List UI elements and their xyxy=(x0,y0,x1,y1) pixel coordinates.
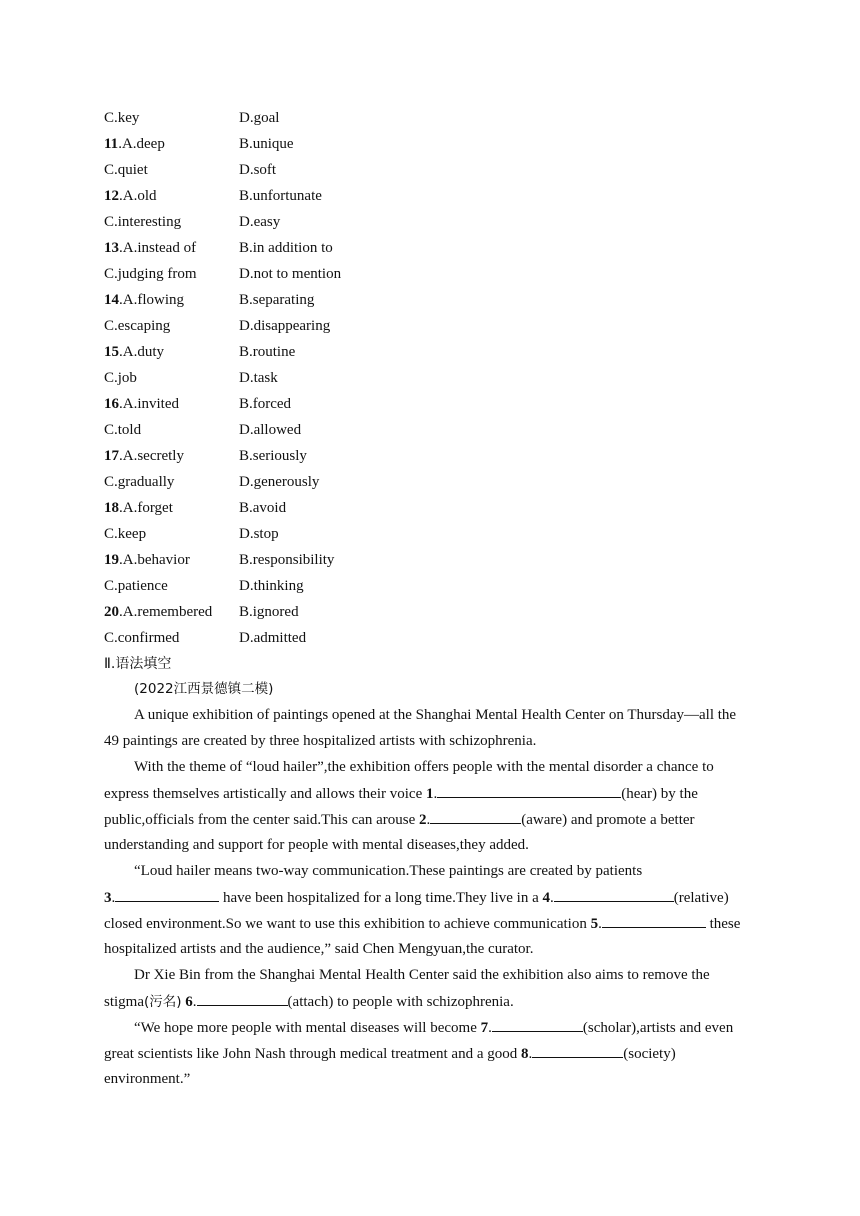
option-right: D.disappearing xyxy=(239,318,331,334)
option-right: D.not to mention xyxy=(239,266,342,282)
source-line xyxy=(104,678,754,704)
option-text: C.told xyxy=(104,422,142,438)
option-left xyxy=(104,159,239,181)
option-left xyxy=(104,393,239,415)
option-row xyxy=(104,523,439,549)
paragraph-line: “Loud hailer means two-way communication.These paintings are created by patients xyxy=(134,863,643,879)
option-left xyxy=(104,185,239,207)
blank-7[interactable] xyxy=(492,1016,583,1032)
option-right: D.generously xyxy=(239,474,320,490)
option-right: D.stop xyxy=(239,526,279,542)
option-row xyxy=(104,549,439,575)
option-text: C.interesting xyxy=(104,214,182,230)
blank-number: 1 xyxy=(426,786,434,802)
option-text: .A.forget xyxy=(119,500,173,516)
option-right: D.goal xyxy=(239,110,280,126)
paragraph-line: A unique exhibition of paintings opened at the Shanghai Mental Health Center on Thursday—all the xyxy=(134,707,737,723)
option-right: B.in addition to xyxy=(239,240,333,256)
option-text: C.gradually xyxy=(104,474,175,490)
question-number: 11 xyxy=(104,136,119,152)
option-row xyxy=(104,627,439,653)
paragraph-line: great scientists like John Nash through medical treatment and a good 8. (society) xyxy=(104,1042,754,1068)
option-row xyxy=(104,185,439,211)
option-right: B.avoid xyxy=(239,500,287,516)
option-left xyxy=(104,471,239,493)
paragraph-line: stigma(污名) 6. (attach) to people with schizophrenia. xyxy=(104,990,754,1016)
option-right: B.forced xyxy=(239,396,292,412)
option-left xyxy=(104,627,239,649)
paragraph-line: environment.” xyxy=(104,1071,191,1087)
option-left xyxy=(104,523,239,545)
paragraph-line: 49 paintings are created by three hospitalized artists with schizophrenia. xyxy=(104,733,537,749)
option-row xyxy=(104,133,439,159)
paragraph-line: hospitalized artists and the audience,” said Chen Mengyuan,the curator. xyxy=(104,941,534,957)
question-number: 14 xyxy=(104,292,119,308)
question-number: 18 xyxy=(104,500,119,516)
blank-number: 5 xyxy=(590,916,599,932)
blank-number: 7 xyxy=(480,1020,489,1036)
option-right: D.easy xyxy=(239,214,281,230)
option-text: C.keep xyxy=(104,526,147,542)
option-text: .A.invited xyxy=(119,396,179,412)
option-row xyxy=(104,367,439,393)
option-text: C.key xyxy=(104,110,140,126)
blank-number: 6 xyxy=(185,994,193,1010)
option-left xyxy=(104,601,239,623)
blank-2[interactable] xyxy=(430,808,521,824)
option-left xyxy=(104,497,239,519)
blank-number: 3 xyxy=(104,890,112,906)
option-text: C.patience xyxy=(104,578,168,594)
question-number: 19 xyxy=(104,552,119,568)
option-left xyxy=(104,575,239,597)
paragraph-line: “We hope more people with mental diseases will become 7. (scholar),artists and even xyxy=(104,1016,754,1042)
option-right: D.soft xyxy=(239,162,277,178)
option-left xyxy=(104,341,239,363)
paragraph-line: understanding and support for people with mental diseases,they added. xyxy=(104,837,529,853)
option-left xyxy=(104,237,239,259)
option-text: .A.remembered xyxy=(119,604,213,620)
option-left xyxy=(104,367,239,389)
option-right: D.task xyxy=(239,370,278,386)
option-row xyxy=(104,445,439,471)
paragraph-line: closed environment.So we want to use this exhibition to achieve communication 5. these xyxy=(104,912,754,938)
option-text: C.judging from xyxy=(104,266,197,282)
option-row xyxy=(104,471,439,497)
option-left xyxy=(104,107,239,129)
option-left xyxy=(104,445,239,467)
blank-3[interactable] xyxy=(115,886,219,902)
option-right: B.routine xyxy=(239,344,296,360)
option-row xyxy=(104,289,439,315)
option-row xyxy=(104,211,439,237)
option-row xyxy=(104,601,439,627)
option-text: .A.flowing xyxy=(119,292,184,308)
option-row xyxy=(104,393,439,419)
option-row xyxy=(104,159,439,185)
option-right: D.admitted xyxy=(239,630,307,646)
source-label: (2022江西景德镇二模) xyxy=(134,681,274,697)
blank-5[interactable] xyxy=(602,912,706,928)
option-left xyxy=(104,315,239,337)
option-right: B.separating xyxy=(239,292,315,308)
option-right: B.unique xyxy=(239,136,294,152)
section-heading xyxy=(104,653,171,675)
paragraph-line: public,officials from the center said.This can arouse 2. (aware) and promote a better xyxy=(104,808,754,834)
option-left xyxy=(104,263,239,285)
question-number: 15 xyxy=(104,344,119,360)
option-row xyxy=(104,497,439,523)
option-text: .A.old xyxy=(119,188,157,204)
blank-8[interactable] xyxy=(532,1042,623,1058)
option-left xyxy=(104,211,239,233)
option-row xyxy=(104,419,439,445)
option-right: D.thinking xyxy=(239,578,304,594)
question-number: 20 xyxy=(104,604,119,620)
blank-number: 8 xyxy=(520,1046,529,1062)
blank-6[interactable] xyxy=(197,990,288,1006)
grammar-fill-passage xyxy=(104,678,754,1094)
paragraph-line: express themselves artistically and allows their voice 1. (hear) by the xyxy=(104,782,754,808)
question-number: 17 xyxy=(104,448,119,464)
option-left xyxy=(104,549,239,571)
section-title: Ⅱ.语法填空 xyxy=(104,656,172,672)
option-right: D.allowed xyxy=(239,422,302,438)
blank-number: 2 xyxy=(419,812,427,828)
option-left xyxy=(104,289,239,311)
option-right: B.ignored xyxy=(239,604,299,620)
option-text: .A.secretly xyxy=(119,448,184,464)
option-text: C.escaping xyxy=(104,318,171,334)
option-row xyxy=(104,107,439,133)
blank-1[interactable] xyxy=(437,782,621,798)
option-text: .A.behavior xyxy=(119,552,190,568)
paragraph-line: With the theme of “loud hailer”,the exhibition offers people with the mental disorder a chance to xyxy=(134,759,714,775)
paragraph-line: 3. have been hospitalized for a long time.They live in a 4. (relative) xyxy=(104,886,754,912)
option-row xyxy=(104,263,439,289)
option-right: B.seriously xyxy=(239,448,307,464)
option-text: C.job xyxy=(104,370,137,386)
option-row xyxy=(104,341,439,367)
question-number: 16 xyxy=(104,396,119,412)
option-right: B.responsibility xyxy=(239,552,335,568)
option-row xyxy=(104,237,439,263)
option-text: .A.deep xyxy=(118,136,165,152)
option-text: C.confirmed xyxy=(104,630,180,646)
option-left xyxy=(104,419,239,441)
option-row xyxy=(104,315,439,341)
option-right: B.unfortunate xyxy=(239,188,322,204)
option-text: .A.duty xyxy=(119,344,164,360)
question-number: 13 xyxy=(104,240,119,256)
option-text: C.quiet xyxy=(104,162,148,178)
blank-4[interactable] xyxy=(554,886,674,902)
paragraph-line: Dr Xie Bin from the Shanghai Mental Health Center said the exhibition also aims to remove the xyxy=(134,967,710,983)
option-left xyxy=(104,133,239,155)
option-text: .A.instead of xyxy=(119,240,197,256)
answer-options-list xyxy=(104,107,439,653)
option-row xyxy=(104,575,439,601)
question-number: 12 xyxy=(104,188,119,204)
blank-number: 4 xyxy=(542,890,550,906)
